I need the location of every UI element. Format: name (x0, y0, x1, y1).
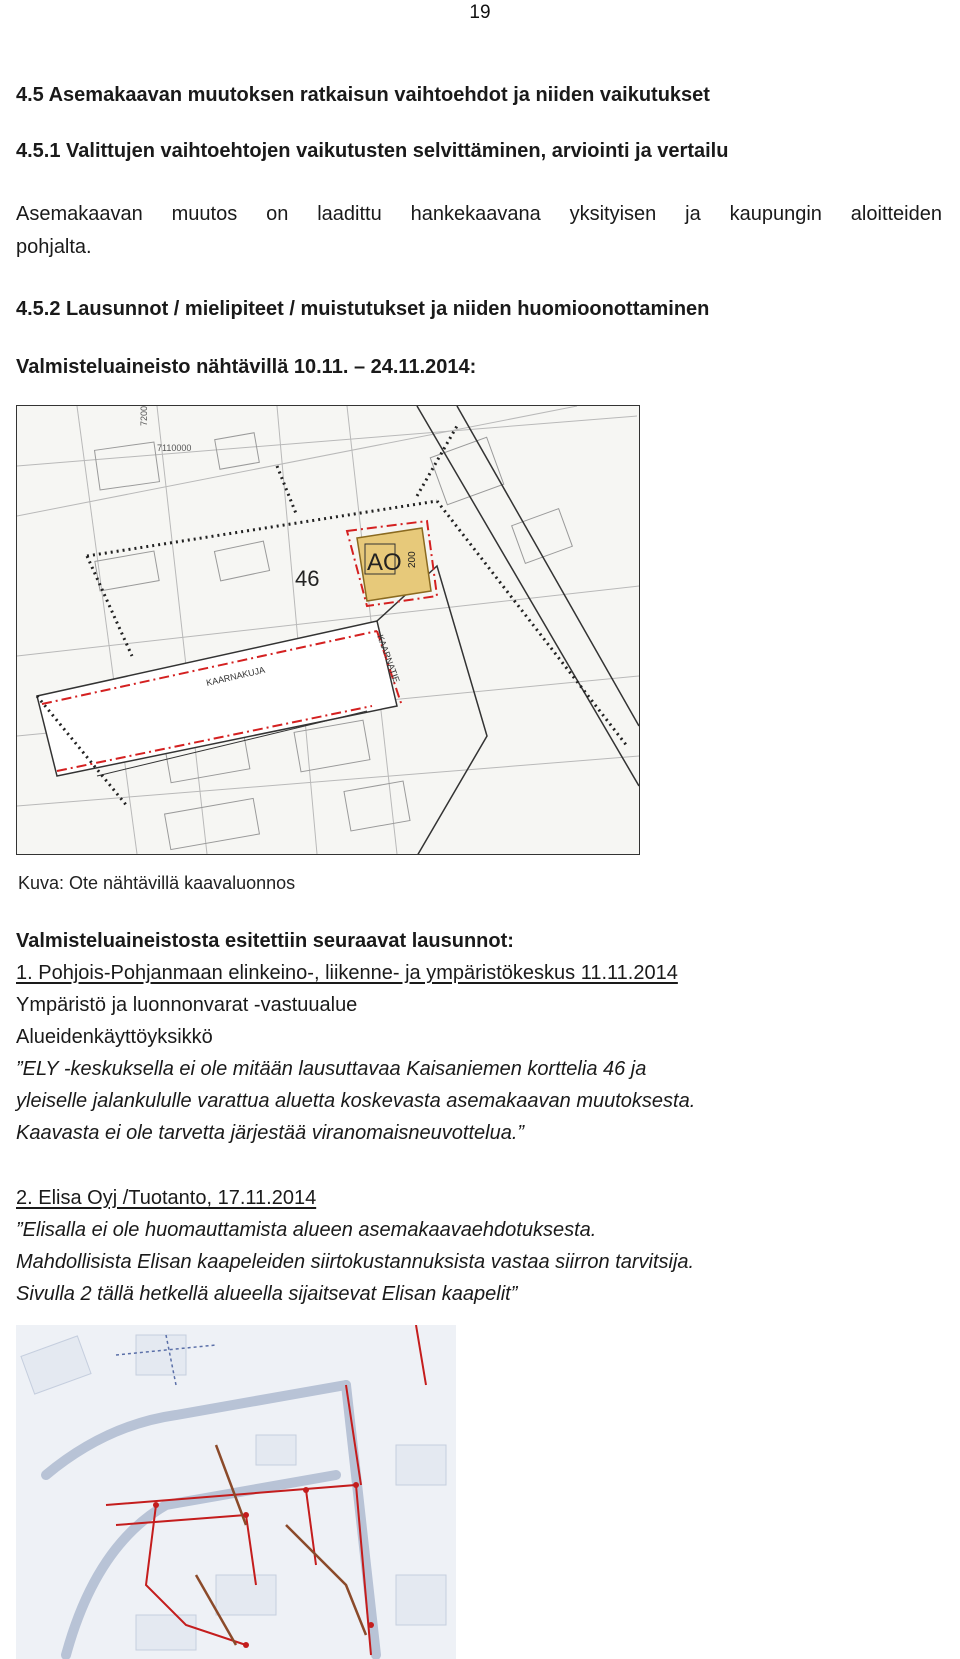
cable-map-image (16, 1325, 456, 1659)
zoning-map-svg (17, 406, 639, 854)
paragraph-1-line-1: Asemakaavan muutos on laadittu hankekaavana yksityisen ja kaupungin aloitteiden (16, 203, 942, 225)
page-number: 19 (469, 2, 491, 23)
statement-1-title: 1. Pohjois-Pohjanmaan elinkeino-, liikenne- ja ympäristökeskus 11.11.2014 (16, 962, 678, 984)
heading-4-5 (16, 84, 710, 107)
statement-1-line-3: Alueidenkäyttöyksikkö (16, 1026, 213, 1048)
grid-label-7110000: 7110000 (157, 443, 192, 453)
statement-2-quote-2: Mahdollisista Elisan kaapeleiden siirtokustannuksista vastaa siirron tarvitsija. (16, 1251, 695, 1273)
statements-title: Valmisteluaineistosta esitettiin seuraavat lausunnot: (16, 930, 514, 952)
ao-label: AO (367, 549, 402, 576)
statement-2-title: 2. Elisa Oyj /Tuotanto, 17.11.2014 (16, 1187, 317, 1209)
block-number-label: 46 (295, 566, 320, 591)
statement-1-quote-3: Kaavasta ei ole tarvetta järjestää viranomaisneuvottelua.” (16, 1122, 525, 1144)
statement-2-quote-1: ”Elisalla ei ole huomauttamista alueen asemakaavaehdotuksesta. (16, 1219, 597, 1241)
heading-4-5-2-text: 4.5.2 Lausunnot / mielipiteet / muistutukset ja niiden huomioonottaminen (16, 298, 710, 320)
street-label-kaarnatie: KAARNATIE (375, 633, 402, 684)
statement-1-line-2: Ympäristö ja luonnonvarat -vastuualue (16, 994, 358, 1016)
heading-4-5-1-text: 4.5.1 Valittujen vaihtoehtojen vaikutusten selvittäminen, arviointi ja vertailu (16, 140, 729, 162)
heading-4-5-1 (16, 140, 728, 163)
map-caption: Kuva: Ote nähtävillä kaavaluonnos (18, 873, 296, 893)
heading-4-5-text: 4.5 Asemakaavan muutoksen ratkaisun vaihtoehdot ja niiden vaikutukset (16, 84, 710, 106)
statement-1-quote-2: yleiselle jalankululle varattua aluetta koskevasta asemakaavan muutoksesta. (16, 1090, 696, 1112)
lot-size-label: 200 (407, 551, 418, 568)
statement-1-quote-1: ”ELY -keskuksella ei ole mitään lausuttavaa Kaisaniemen korttelia 46 ja (16, 1058, 647, 1080)
zoning-map-image (16, 405, 640, 855)
statement-2-quote-3: Sivulla 2 tällä hetkellä alueella sijaitsevat Elisan kaapelit” (16, 1283, 518, 1305)
cable-map-svg (16, 1325, 456, 1659)
valmistelu-title: Valmisteluaineisto nähtävillä 10.11. – 24.11.2014: (16, 356, 477, 378)
street-label-kaarnakuja: KAARNAKUJA (205, 664, 266, 688)
paragraph-1-line-2: pohjalta. (16, 236, 92, 258)
grid-label-7200: 7200 (139, 406, 149, 426)
heading-4-5-2 (16, 298, 709, 321)
